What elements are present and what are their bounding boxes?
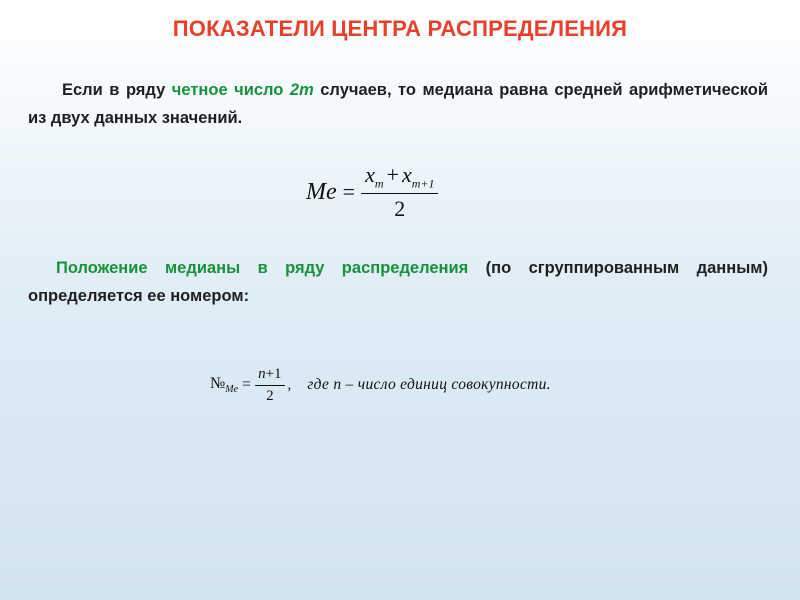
variable-2m: 2m (289, 81, 314, 99)
paragraph-even-count (28, 76, 768, 132)
fraction-denominator: 2 (266, 387, 274, 404)
formula-note: где n – число единиц совокупности. (307, 376, 551, 393)
formula-lhs (210, 375, 238, 395)
numerator-sub: m+1 (411, 176, 435, 191)
fraction-numerator (255, 366, 284, 386)
numerator-var: n (258, 365, 266, 382)
fraction (361, 162, 438, 222)
plus-sign: + (265, 365, 275, 382)
paragraph-text: случаев, то медиана равна средней арифметической из двух данных значений. (28, 81, 768, 127)
highlight-even-number: четное число (171, 81, 290, 99)
equals-sign: = (242, 376, 252, 393)
fraction-numerator (361, 162, 438, 194)
numerator-sub: m (374, 176, 384, 191)
paragraph-median-position (28, 254, 768, 310)
numerator-one: 1 (274, 365, 282, 382)
number-sign: № (210, 374, 226, 392)
paragraph-text: (по сгруппированным данным) определяется ее номером: (28, 259, 768, 305)
paragraph-text: Если в ряду (62, 81, 172, 99)
numerator-var: x (365, 161, 375, 187)
comma: , (287, 376, 292, 393)
lhs-subscript: Me (225, 384, 239, 396)
equals-sign: = (342, 179, 356, 204)
formula-lhs: Me (306, 178, 337, 205)
slide-title: ПОКАЗАТЕЛИ ЦЕНТРА РАСПРЕДЕЛЕНИЯ (172, 16, 628, 41)
fraction (255, 366, 284, 405)
numerator-var: x (401, 161, 412, 187)
fraction-denominator: 2 (394, 196, 406, 222)
highlight-median-position: Положение медианы в ряду распределения (56, 259, 469, 277)
median-formula (306, 160, 438, 224)
plus-sign: + (386, 161, 399, 187)
median-number-formula (210, 358, 551, 412)
